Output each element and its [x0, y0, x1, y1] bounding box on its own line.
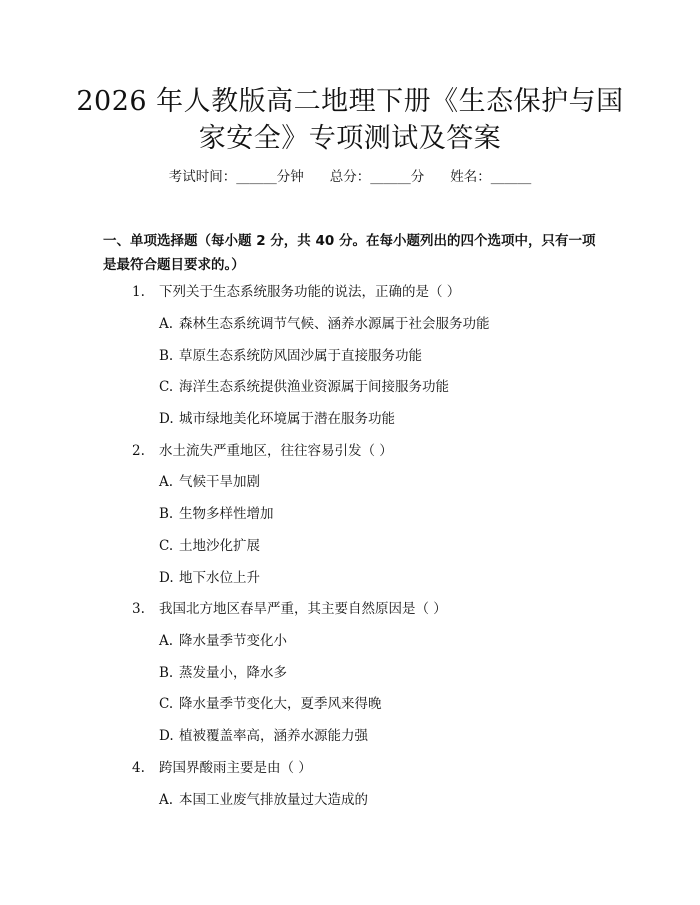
exam-time-field: 考试时间：______分钟 [168, 169, 304, 185]
question-1-option-a [159, 314, 490, 334]
option-text: 城市绿地美化环境属于潜在服务功能 [179, 411, 395, 427]
option-text: 土地沙化扩展 [179, 538, 260, 554]
question-3-option-b [159, 663, 287, 683]
option-letter: C. [159, 379, 174, 395]
section-heading-line1: 一、单项选择题（每小题 2 分，共 40 分。在每小题列出的四个选项中，只有一项 [103, 233, 596, 249]
option-text: 生物多样性增加 [179, 506, 274, 522]
question-number: 1. [132, 284, 145, 300]
question-text: 水土流失严重地区，往往容易引发（ ） [159, 443, 393, 459]
option-letter: C. [159, 538, 174, 554]
option-letter: D. [159, 411, 174, 427]
question-4-stem [132, 758, 312, 778]
option-letter: C. [159, 696, 174, 712]
section-heading-line2: 是最符合题目要求的。） [103, 257, 245, 273]
option-text: 气候干旱加剧 [179, 474, 260, 490]
option-text: 降水量季节变化大，夏季风来得晚 [179, 696, 382, 712]
question-text: 下列关于生态系统服务功能的说法，正确的是（ ） [159, 284, 461, 300]
document-title-line1: 2026 年人教版高二地理下册《生态保护与国 [76, 86, 624, 117]
question-2-option-b [159, 504, 274, 524]
question-3-stem [132, 599, 447, 619]
option-text: 植被覆盖率高，涵养水源能力强 [179, 728, 368, 744]
option-letter: A. [159, 316, 174, 332]
option-text: 海洋生态系统提供渔业资源属于间接服务功能 [179, 379, 449, 395]
total-score-field: 总分：______分 [329, 169, 425, 185]
question-2-option-c [159, 536, 260, 556]
question-number: 3. [132, 601, 145, 617]
question-1-stem [132, 282, 460, 302]
question-2-option-d [159, 568, 260, 588]
question-1-option-d [159, 409, 395, 429]
option-letter: A. [159, 633, 174, 649]
question-3-option-a [159, 631, 287, 651]
option-letter: B. [159, 506, 174, 522]
option-letter: B. [159, 348, 174, 364]
question-text: 我国北方地区春旱严重，其主要自然原因是（ ） [159, 601, 447, 617]
option-letter: A. [159, 792, 174, 808]
document-title-line2: 家安全》专项测试及答案 [198, 123, 502, 154]
option-letter: D. [159, 570, 174, 586]
option-text: 草原生态系统防风固沙属于直接服务功能 [179, 348, 422, 364]
question-3-option-d [159, 726, 368, 746]
student-name-field: 姓名：______ [450, 169, 532, 185]
question-number: 4. [132, 760, 145, 776]
option-letter: A. [159, 474, 174, 490]
option-text: 森林生态系统调节气候、涵养水源属于社会服务功能 [179, 316, 490, 332]
exam-meta [0, 167, 700, 187]
question-1-option-b [159, 346, 422, 366]
option-text: 本国工业废气排放量过大造成的 [179, 792, 368, 808]
question-1-option-c [159, 377, 449, 397]
option-letter: B. [159, 665, 174, 681]
option-text: 降水量季节变化小 [179, 633, 287, 649]
question-text: 跨国界酸雨主要是由（ ） [159, 760, 312, 776]
question-number: 2. [132, 443, 145, 459]
option-text: 蒸发量小，降水多 [179, 665, 287, 681]
section-heading [103, 229, 613, 277]
question-3-option-c [159, 694, 382, 714]
question-2-stem [132, 441, 393, 461]
option-letter: D. [159, 728, 174, 744]
option-text: 地下水位上升 [179, 570, 260, 586]
question-2-option-a [159, 472, 260, 492]
question-4-option-a [159, 790, 368, 810]
